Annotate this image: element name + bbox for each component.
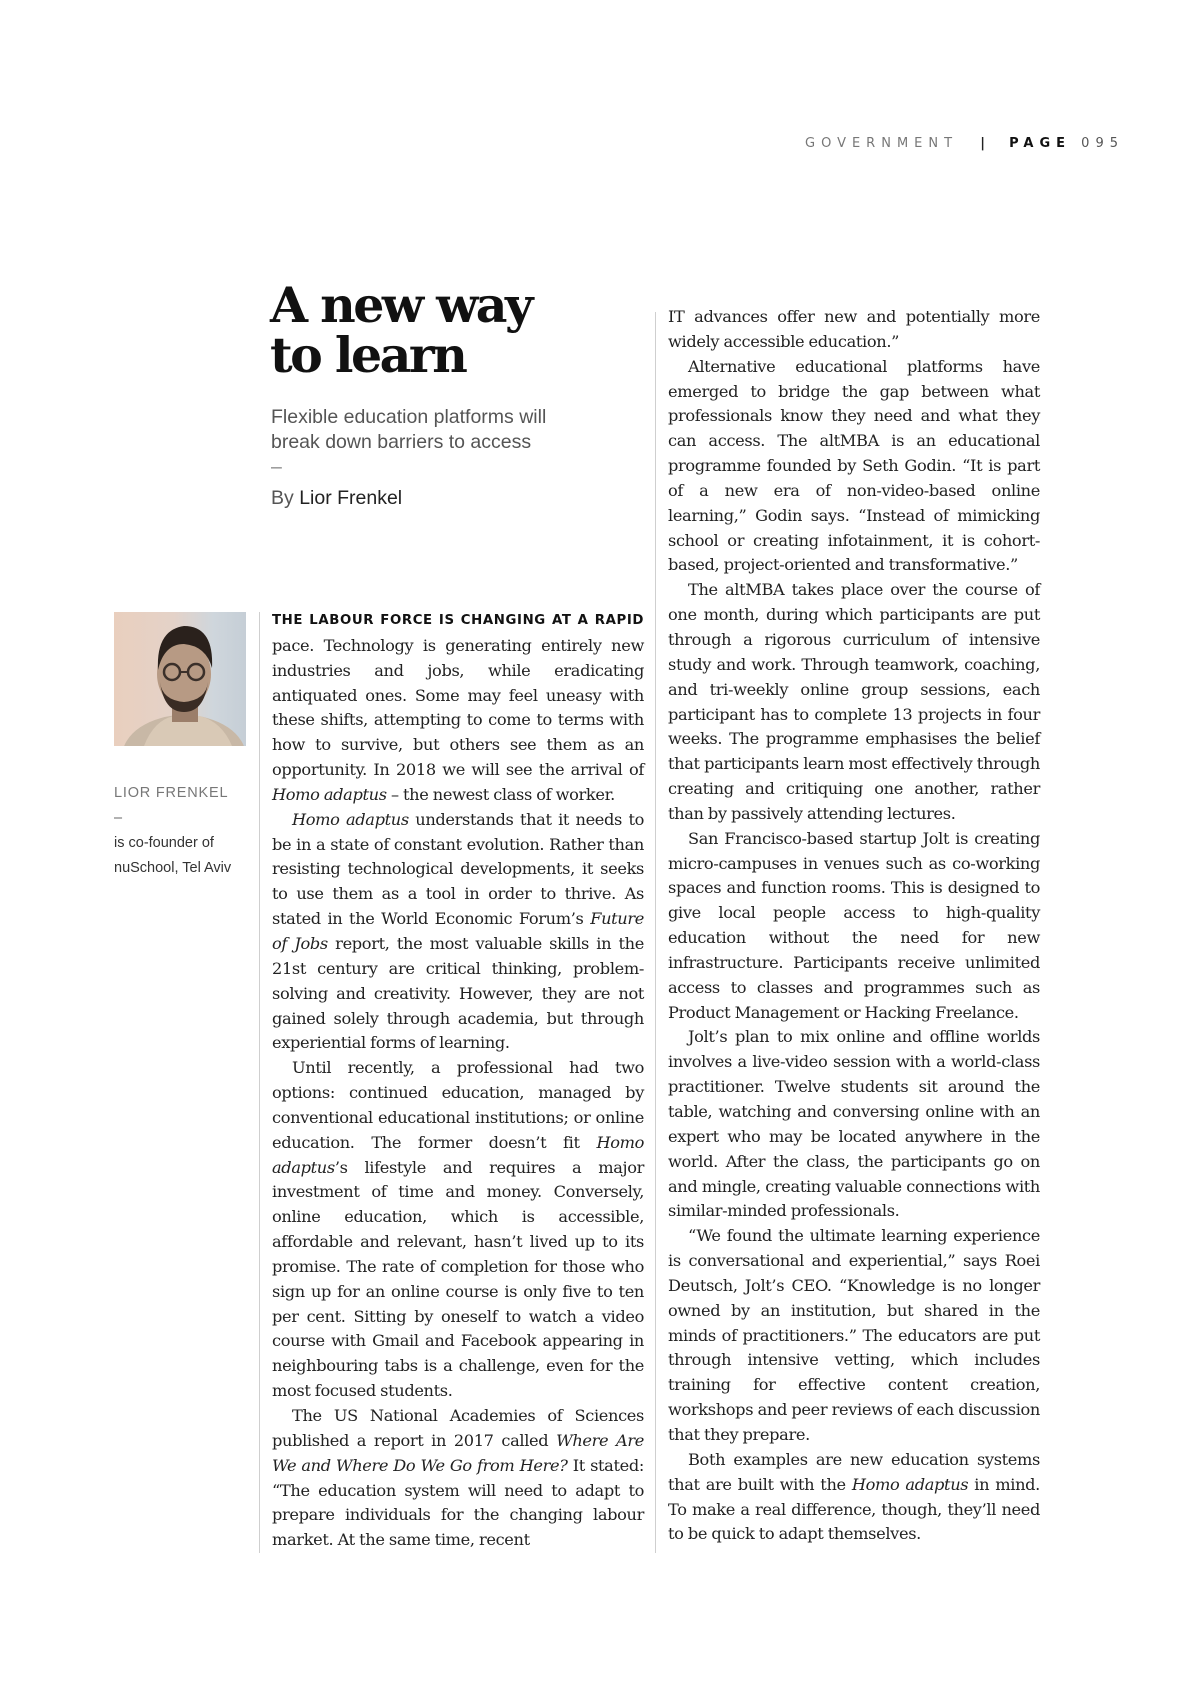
paragraph-text: pace. Technology is generating entirely new industries and jobs, while eradicating antiquated ones. Some may feel uneasy with these shifts, attempting to come to terms with how to survive, but others see them as an opportunity. In 2018 we will see the arrival of — [272, 635, 644, 780]
standfirst-line-1: Flexible education platforms will — [271, 406, 547, 428]
paragraph-6: The altMBA takes place over the course of one month, during which participants are put through a rigorous curriculum of intensive study and work. Through teamwork, coaching, and tri-weekly online group sessions, each participant has to complete 13 projects in four weeks. The programme emphasises the belief that participants learn most effectively through creating and critiquing one another, rather than by passively attending lectures. — [668, 580, 1040, 823]
article-title — [270, 276, 630, 384]
italic-term: Homo adaptus — [272, 784, 387, 804]
lead-in: THE LABOUR FORCE IS CHANGING AT A RAPID — [272, 613, 644, 628]
standfirst-line-2: break down barriers to access — [271, 431, 532, 453]
byline-prefix: By — [271, 487, 294, 509]
bio-dash: – — [114, 810, 123, 826]
section-label: GOVERNMENT — [805, 136, 959, 151]
paragraph-text: Until recently, a professional had two options: continued education, managed by conventional educational institutions; or online education. The former doesn’t fit — [272, 1058, 644, 1152]
paragraph-text: Both examples are new education systems that are built with the — [668, 1449, 1040, 1494]
portrait-illustration-icon — [114, 612, 246, 746]
paragraph-text: It stated: “The education system will need to adapt to prepare individuals for the changing labour market. At the same time, recent — [272, 1455, 644, 1550]
page-number: 095 — [1081, 136, 1124, 151]
standfirst — [271, 405, 611, 511]
paragraph-text: The US National Academies of Sciences published a report in 2017 called — [272, 1406, 644, 1450]
italic-term: Homo adaptus — [292, 809, 409, 829]
paragraph-1 — [272, 607, 644, 808]
bio-line-2: nuSchool, Tel Aviv — [114, 860, 232, 876]
paragraph-text: in mind. To make a real difference, though, they’ll need to be quick to adapt themselves. — [668, 1474, 1040, 1544]
body-column-1 — [272, 607, 644, 1553]
paragraph-2 — [272, 808, 644, 1056]
paragraph-text: – the newest class of worker. — [386, 784, 615, 804]
paragraph-8: Jolt’s plan to mix online and offline worlds involves a live-video session with a world-class practitioner. Twelve students sit around the table, watching and conversing online with an expert who may be located anywhere in the world. After the class, the participants go on and mingle, creating valuable connections with similar-minded professionals. — [668, 1027, 1040, 1221]
standfirst-dash: – — [271, 456, 282, 478]
column-rule-right — [655, 312, 656, 1553]
paragraph-text: report, the most valuable skills in the 21st century are critical thinking, problem-solving and creativity. However, they are not gained solely through academia, but through experiential forms of learning. — [272, 933, 644, 1053]
page-label: PAGE — [1009, 136, 1072, 151]
author-bio — [114, 781, 254, 881]
bio-name: LIOR FRENKEL — [114, 785, 229, 801]
running-head-separator: | — [980, 136, 985, 151]
paragraph-text: ’s lifestyle and requires a major investment of time and money. Conversely, online education, which is accessible, affordable and relevant, hasn’t lived up to its promise. The rate of completion for those who sign up for an online course is only five to ten per cent. Sitting by oneself to watch a video course with Gmail and Facebook appearing in neighbouring tabs is a challenge, even for the most focused students. — [272, 1157, 644, 1401]
column-rule-left — [259, 612, 260, 1553]
paragraph-4-continued: IT advances offer new and potentially more widely accessible education.” — [668, 307, 1040, 351]
paragraph-10 — [668, 1448, 1040, 1547]
bio-line-1: is co-founder of — [114, 835, 214, 851]
running-head — [805, 136, 1124, 151]
body-column-2 — [668, 305, 1040, 1547]
italic-term: Homo adaptus — [851, 1474, 969, 1494]
italic-title: Future of Jobs — [272, 909, 644, 953]
paragraph-7: San Francisco-based startup Jolt is creating micro-campuses in venues such as co-working spaces and function rooms. This is designed to give local people access to high-quality education without the need for new infrastructure. Participants receive unlimited access to classes and programmes such as Product Management or Hacking Freelance. — [668, 828, 1040, 1022]
paragraph-text: understands that it needs to be in a state of constant evolution. Rather than resisting technological developments, it seeks to use them as a tool in order to thrive. As stated in the World Economic Forum’s — [272, 809, 644, 929]
title-line-1: A new way — [270, 276, 532, 334]
italic-term: Homo adaptus — [272, 1132, 644, 1177]
paragraph-3 — [272, 1056, 644, 1404]
italic-title: Where Are We and Where Do We Go from Here? — [272, 1430, 644, 1475]
paragraph-5: Alternative educational platforms have emerged to bridge the gap between what professionals know they need and what they can access. The altMBA is an educational programme founded by Seth Godin. “It is part of a new era of non-video-based online learning,” Godin says. “Instead of mimicking school or creating infotainment, it is cohort-based, project-oriented and transformative.” — [668, 356, 1040, 575]
byline-author: Lior Frenkel — [299, 487, 403, 509]
paragraph-9: “We found the ultimate learning experience is conversational and experiential,” says Roei Deutsch, Jolt’s CEO. “Knowledge is no longer owned by an institution, but shared in the minds of practitioners.” The educators are put through intensive vetting, which includes training for effective content creation, workshops and peer reviews of each discussion that they prepare. — [668, 1226, 1040, 1444]
byline — [271, 486, 611, 511]
title-line-2: to learn — [270, 326, 466, 384]
paragraph-4 — [272, 1404, 644, 1553]
author-photo — [114, 612, 246, 746]
